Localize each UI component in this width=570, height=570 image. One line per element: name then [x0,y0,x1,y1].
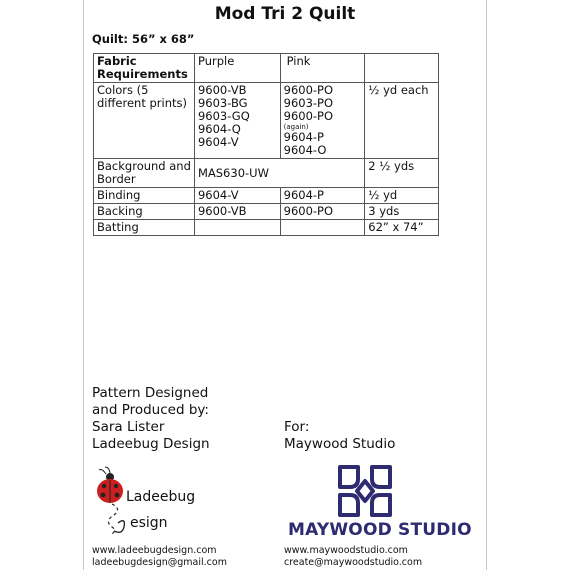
batting-purple [194,220,280,236]
ladeebug-contact [92,545,227,569]
background-amount: 2 ½ yds [365,159,439,188]
ladeebug-wordmark-1: Ladeebug [126,489,196,505]
table-row-background [94,159,439,188]
maywood-studio-wordmark: MAYWOOD STUDIO [288,520,472,540]
list-item: 9604-V [197,135,239,149]
pattern-page [84,0,486,570]
ladeebug-email-link[interactable]: ladeebugdesign@gmail.com [92,557,227,568]
binding-pink: 9604-P [280,188,365,204]
list-item: 9600-VB [197,83,247,97]
row-label-backing: Backing [94,204,195,220]
table-row-binding [94,188,439,204]
row-label-colors: Colors (5 different prints) [94,83,195,159]
row-label-batting: Batting [94,220,195,236]
table-header-row [94,54,439,83]
maywood-studio-logo-icon [334,463,396,519]
list-item: 9604-O [283,143,327,157]
colors-purple-list [194,83,280,159]
colors-pink-list [280,83,365,159]
for-label: For: [284,419,310,435]
maywood-website-link[interactable]: www.maywoodstudio.com [284,545,408,556]
list-item: 9600-PO [283,109,334,123]
header-fabric-requirements [94,54,195,83]
header-label-line2: Requirements [97,67,188,81]
page-title: Mod Tri 2 Quilt [214,4,356,24]
credit-line-2: and Produced by: [92,402,209,418]
header-pink: Pink [280,54,365,83]
header-purple: Purple [194,54,280,83]
maywood-contact [284,545,422,569]
ladeebug-logo [92,465,212,537]
ladeebug-wordmark-2: esign [130,515,168,531]
binding-purple: 9604-V [194,188,280,204]
header-label-line1: Fabric [97,54,137,68]
table-row-batting [94,220,439,236]
ladeebug-website-link[interactable]: www.ladeebugdesign.com [92,545,217,556]
backing-pink: 9600-PO [280,204,365,220]
fabric-requirements-table [93,53,439,236]
credit-line-4: Ladeebug Design [92,436,210,452]
list-item: 9604-Q [197,122,241,136]
quilt-size: Quilt: 56” x 68” [92,32,195,46]
row-label-background: Background and Border [94,159,195,188]
batting-amount: 62” x 74” [365,220,439,236]
credit-line-1: Pattern Designed [92,385,209,401]
table-row-colors [94,83,439,159]
row-label-binding: Binding [94,188,195,204]
colors-amount: ½ yd each [365,83,439,159]
list-item: 9603-PO [283,96,334,110]
backing-amount: 3 yds [365,204,439,220]
company-credit [284,419,395,453]
batting-pink [280,220,365,236]
maywood-email-link[interactable]: create@maywoodstudio.com [284,557,423,568]
list-item: 9603-BG [197,96,248,110]
header-amount [365,54,439,83]
for-company-name: Maywood Studio [284,436,396,452]
table-row-backing [94,204,439,220]
backing-purple: 9600-VB [194,204,280,220]
list-item: 9604-P [283,130,324,144]
again-note: (again) [283,123,309,131]
background-value: MAS630-UW [194,159,364,188]
binding-amount: ½ yd [365,188,439,204]
credit-line-3: Sara Lister [92,419,165,435]
list-item: 9600-PO [283,83,334,97]
designer-credit [92,385,210,453]
list-item: 9603-GQ [197,109,250,123]
